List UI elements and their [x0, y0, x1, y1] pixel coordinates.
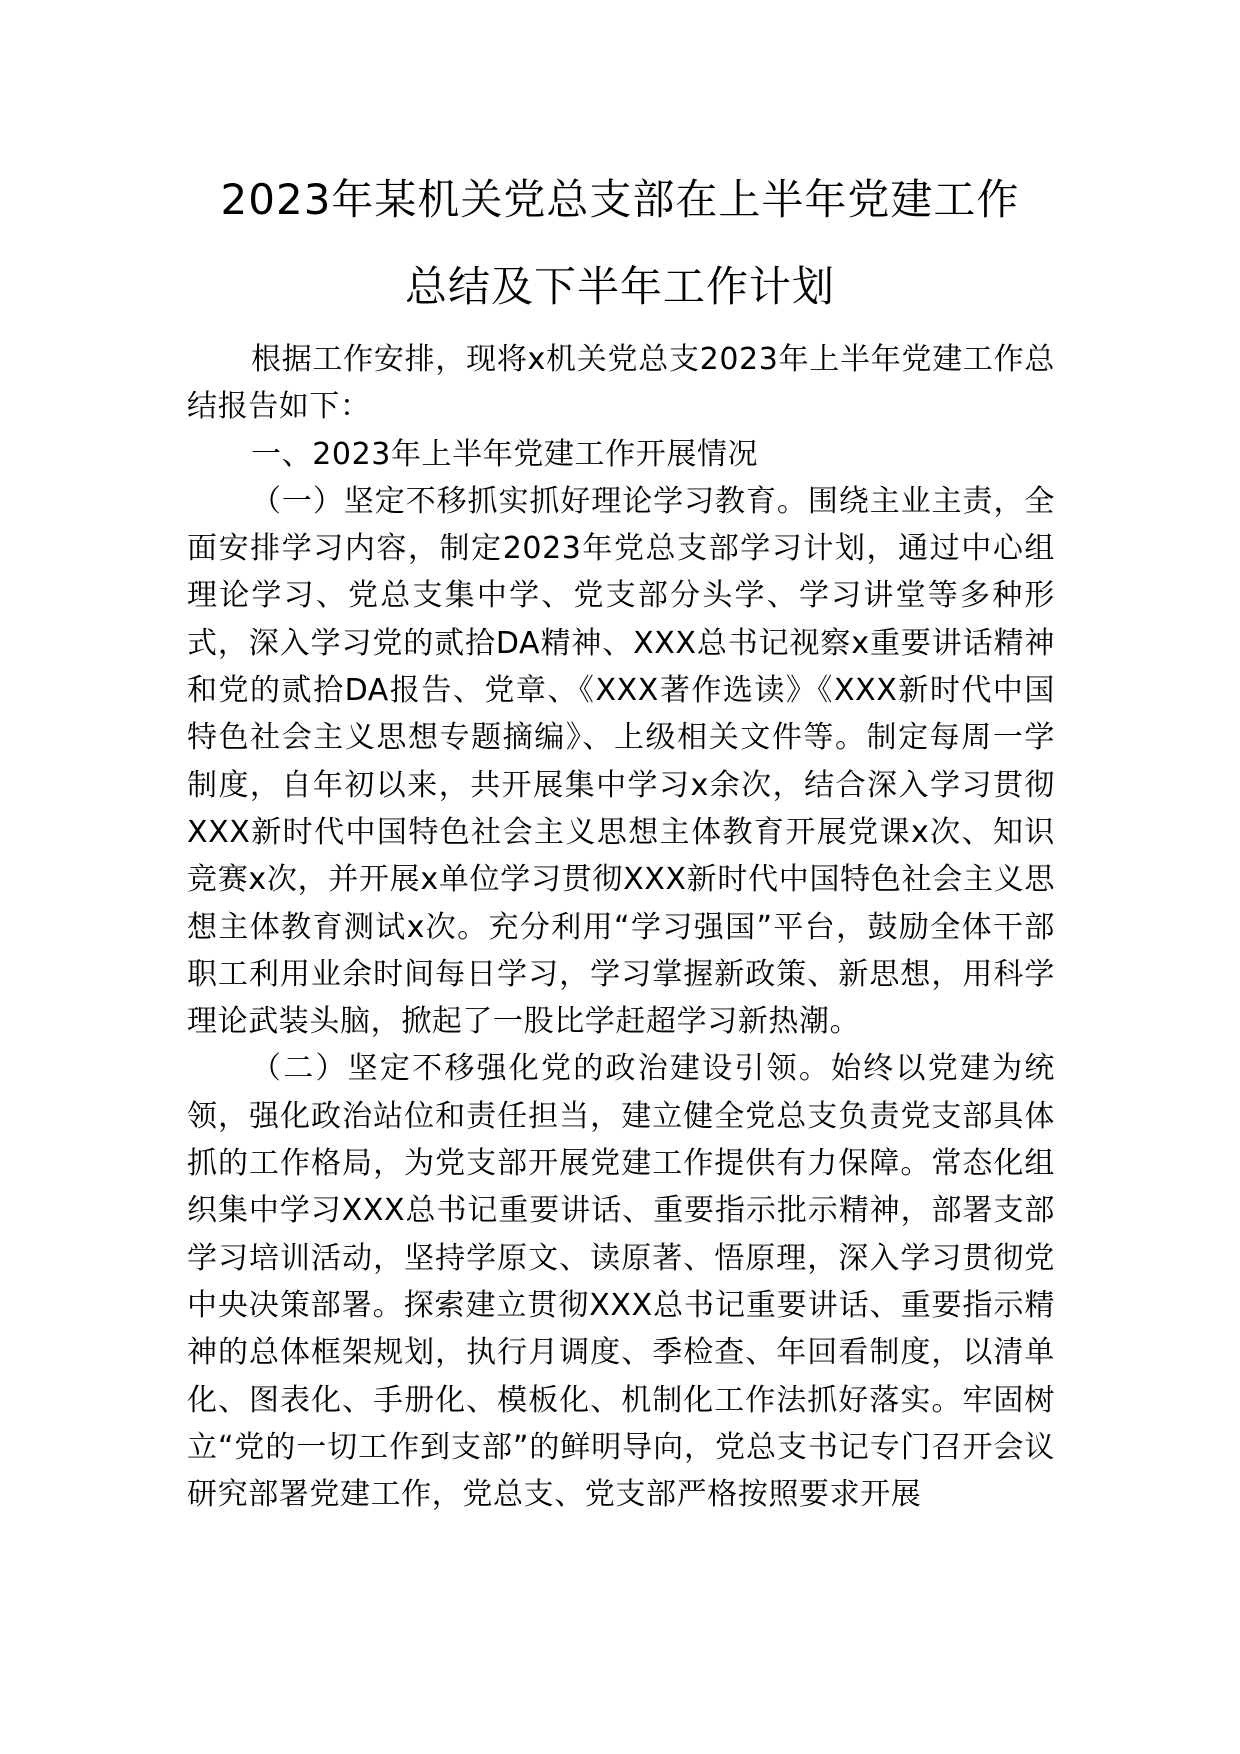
document-title-line-1: 2023年某机关党总支部在上半年党建工作 — [220, 175, 1020, 224]
document-body — [187, 336, 1055, 1518]
paragraph-political-building: （二）坚定不移强化党的政治建设引领。始终以党建为统领，强化政治站位和责任担当，建立健全党总支负责党支部具体抓的工作格局，为党支部开展党建工作提供有力保障。常态化组织集中学习XXX总书记重要讲话、重要指示批示精神，部署支部学习培训活动，坚持学原文、读原著、悟原理，深入学习贯彻党中央决策部署。探索建立贯彻XXX总书记重要讲话、重要指示精神的总体框架规划，执行月调度、季检查、年回看制度，以清单化、图表化、手册化、模板化、机制化工作法抓好落实。牢固树立“党的一切工作到支部”的鲜明导向，党总支书记专门召开会议研究部署党建工作，党总支、党支部严格按照要求开展 — [187, 1051, 1055, 1513]
intro-paragraph: 根据工作安排，现将x机关党总支2023年上半年党建工作总结报告如下： — [187, 342, 1055, 425]
document-title-line-2: 总结及下半年工作计划 — [404, 262, 835, 311]
section-heading: 一、2023年上半年党建工作开展情况 — [251, 436, 759, 472]
paragraph-theory-study: （一）坚定不移抓实抓好理论学习教育。围绕主业主责，全面安排学习内容，制定2023年党总支部学习计划，通过中心组理论学习、党总支集中学、党支部分头学、学习讲堂等多种形式，深入学习党的贰拾DA精神、XXX总书记视察x重要讲话精神和党的贰拾DA报告、党章、《XXX著作选读》《XXX新时代中国特色社会主义思想专题摘编》、上级相关文件等。制定每周一学制度，自年初以来，共开展集中学习x余次，结合深入学习贯彻XXX新时代中国特色社会主义思想主体教育开展党课x次、知识竞赛x次，并开展x单位学习贯彻XXX新时代中国特色社会主义思想主体教育测试x次。充分利用“学习强国”平台，鼓励全体干部职工利用业余时间每日学习，学习掌握新政策、新思想，用科学理论武装头脑，掀起了一股比学赶超学习新热潮。 — [187, 483, 1055, 1040]
